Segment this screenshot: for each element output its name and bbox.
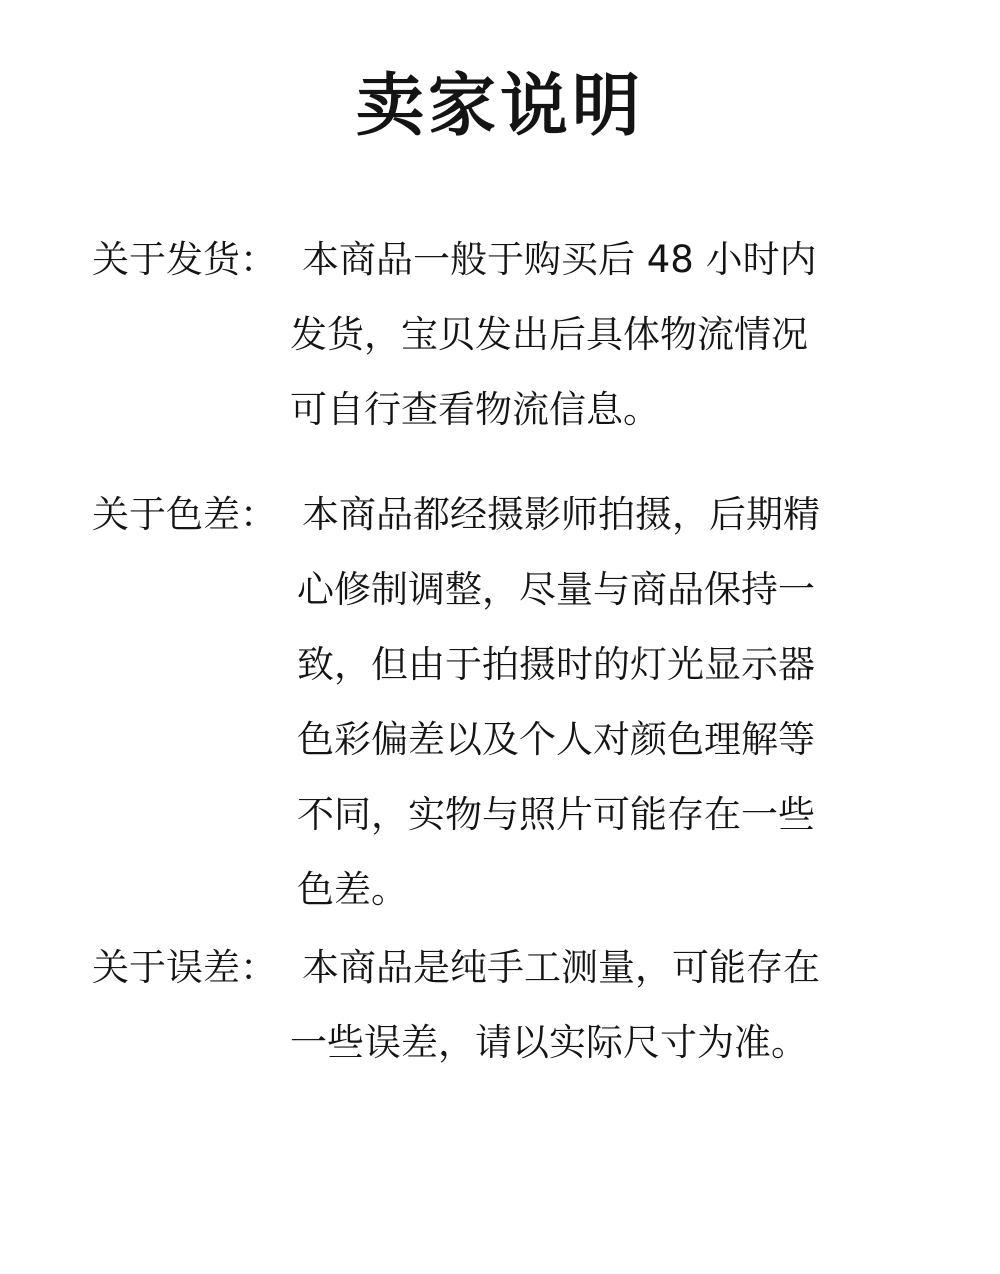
measurement-error-line-1: 本商品是纯手工测量，可能存在 xyxy=(302,946,820,989)
color-difference-line-3: 致，但由于拍摄时的灯光显示器 xyxy=(297,643,815,686)
color-difference-line-4: 色彩偏差以及个人对颜色理解等 xyxy=(297,718,815,761)
color-difference-line-2: 心修制调整，尽量与商品保持一 xyxy=(297,568,815,611)
shipping-line-1: 本商品一般于购买后 48 小时内 xyxy=(302,238,817,281)
measurement-error-label: 关于误差： xyxy=(92,946,277,989)
color-difference-label: 关于色差： xyxy=(92,493,277,536)
shipping-label: 关于发货： xyxy=(92,238,277,281)
measurement-error-line-2: 一些误差，请以实际尺寸为准。 xyxy=(290,1021,808,1064)
page-title: 卖家说明 xyxy=(355,67,644,146)
color-difference-line-5: 不同，实物与照片可能存在一些 xyxy=(297,793,815,836)
shipping-line-3: 可自行查看物流信息。 xyxy=(290,388,660,431)
color-difference-line-6: 色差。 xyxy=(297,868,408,911)
shipping-line-2: 发货，宝贝发出后具体物流情况 xyxy=(290,313,808,356)
color-difference-line-1: 本商品都经摄影师拍摄，后期精 xyxy=(302,493,820,536)
